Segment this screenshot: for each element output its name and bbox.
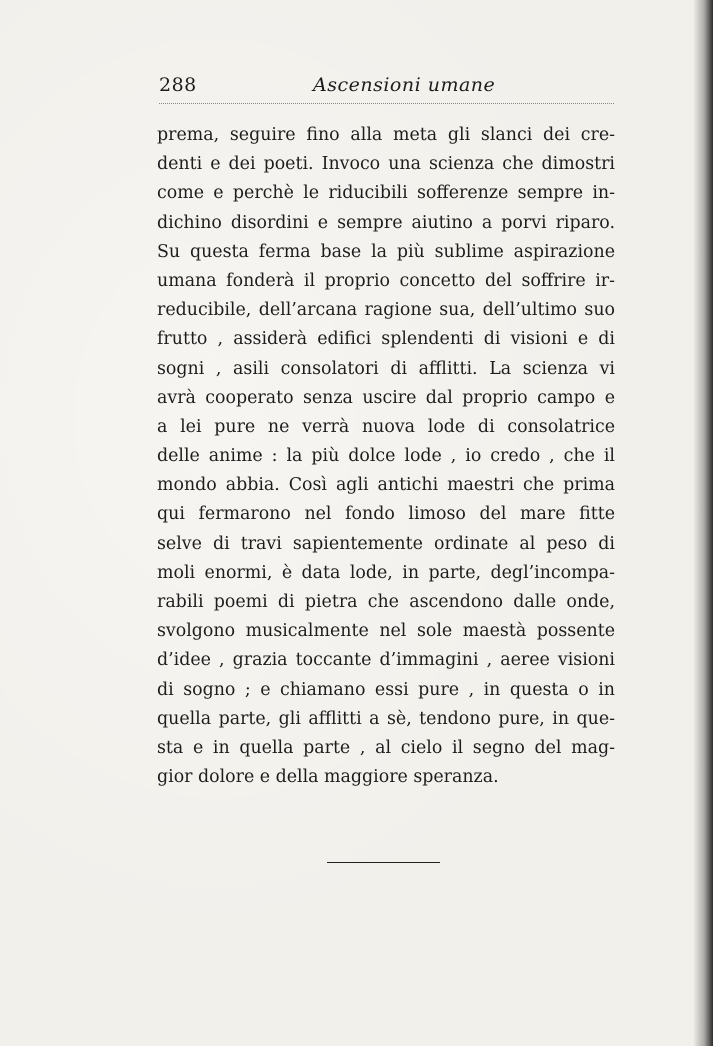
page-header (159, 74, 614, 104)
text-line: qui fermarono nel fondo limoso del mare fitte (157, 504, 615, 525)
body-text (157, 121, 615, 792)
text-line: frutto , assiderà edifici splendenti di visioni e di (157, 329, 615, 350)
text-line: delle anime : la più dolce lode , io credo , che il (157, 446, 615, 467)
text-line: umana fonderà il proprio concetto del soffrire ir- (157, 270, 615, 291)
text-line: reducibile, dell’arcana ragione sua, dell’ultimo suo (157, 300, 615, 321)
text-line: a lei pure ne verrà nuova lode di consolatrice (157, 416, 615, 437)
text-line: selve di travi sapientemente ordinate al peso di (157, 533, 615, 554)
text-line: sogni , asili consolatori di afflitti. La scienza vi (157, 358, 615, 379)
text-line: sta e in quella parte , al cielo il segno del mag- (157, 737, 615, 758)
chapter-end-rule (327, 862, 440, 863)
text-line: rabili poemi di pietra che ascendono dalle onde, (157, 592, 615, 612)
text-line: denti e dei poeti. Invoco una scienza che dimostri (157, 154, 615, 175)
text-line: d’idee , grazia toccante d’immagini , aeree visioni (157, 650, 615, 671)
text-line: Su questa ferma base la più sublime aspirazione (157, 241, 615, 262)
text-line: mondo abbia. Così agli antichi maestri che prima (157, 475, 615, 496)
text-line: svolgono musicalmente nel sole maestà possente (157, 621, 615, 642)
book-spine-shadow (693, 0, 713, 1046)
text-line: prema, seguire fino alla meta gli slanci dei cre- (157, 125, 615, 145)
text-line: moli enormi, è data lode, in parte, degl’incompa- (157, 562, 615, 583)
page-number: 288 (159, 74, 197, 96)
text-line: quella parte, gli afflitti a sè, tendono pure, in que- (157, 708, 615, 729)
text-line: dichino disordini e sempre aiutino a porvi riparo. (157, 212, 615, 233)
running-title: Ascensioni umane (313, 74, 496, 96)
text-line: avrà cooperato senza uscire dal proprio campo e (157, 387, 615, 408)
text-line: come e perchè le riducibili sofferenze sempre in- (157, 183, 615, 204)
text-line: di sogno ; e chiamano essi pure , in questa o in (157, 679, 615, 700)
text-line-last: gior dolore e della maggiore speranza. (157, 767, 499, 788)
header-divider (159, 103, 614, 104)
